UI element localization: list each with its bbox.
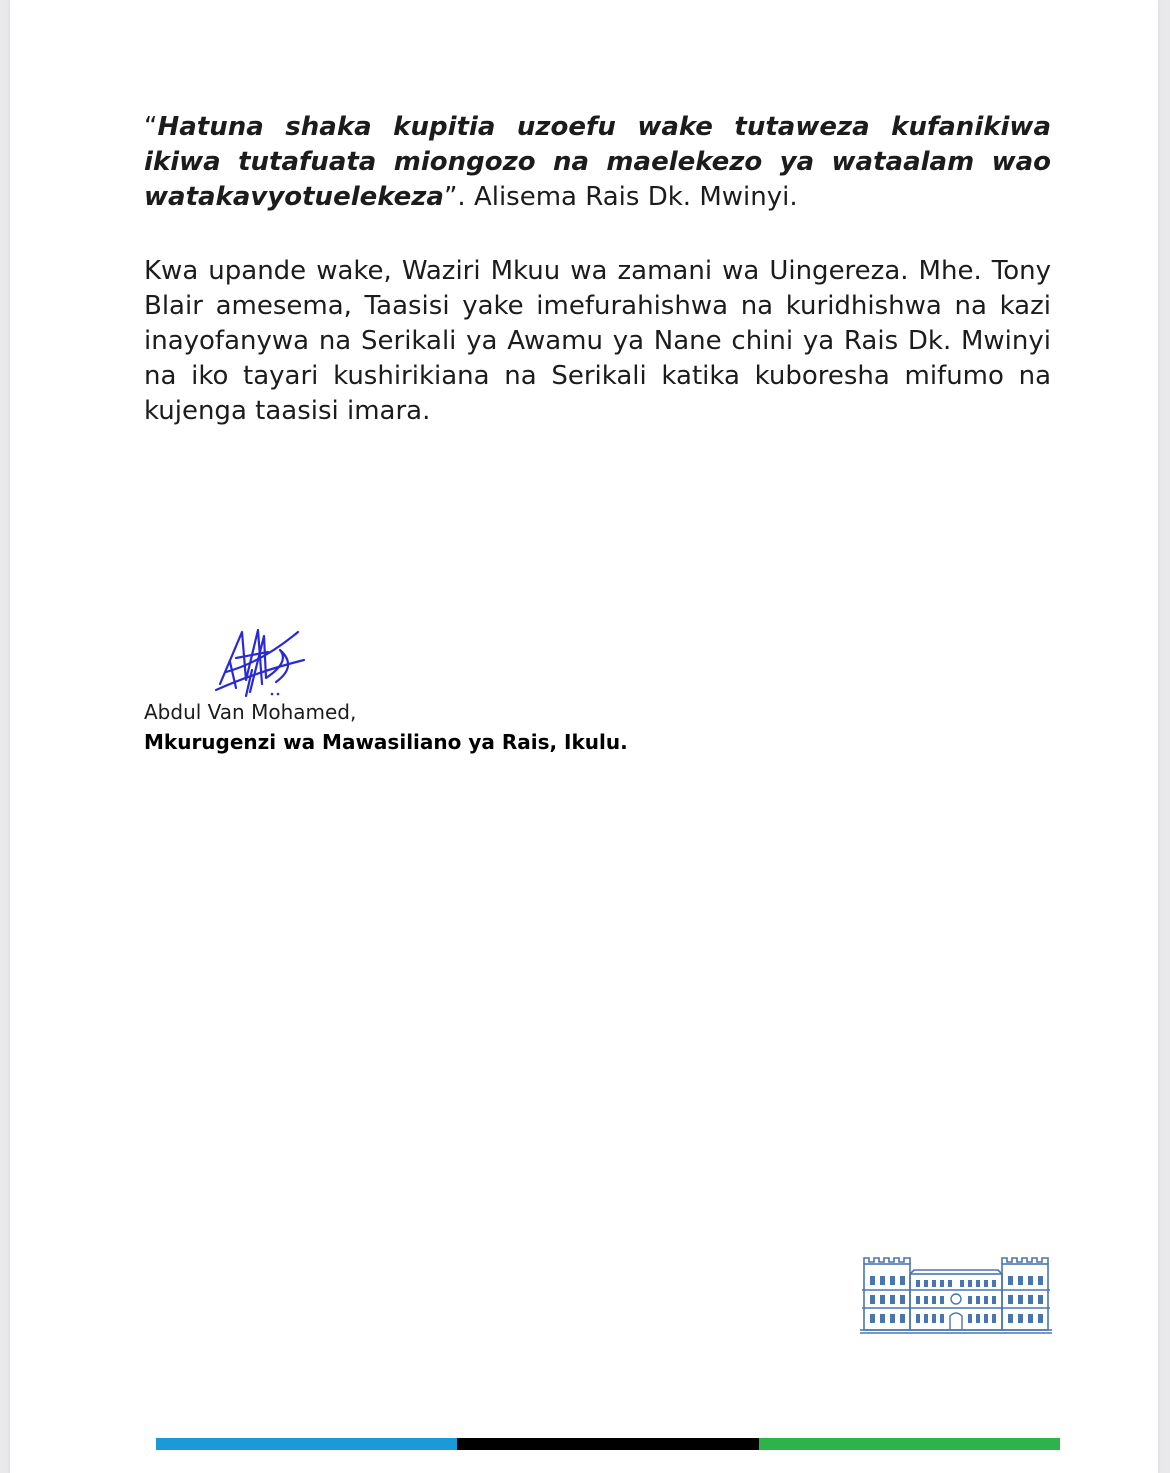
close-quote: ” [443, 182, 458, 212]
blair-paragraph: Kwa upande wake, Waziri Mkuu wa zamani wa Uingereza. Mhe. Tony Blair amesema, Taasisi yake imefurahishwa na kuridhishwa na kazi inayofanywa na Serikali ya Awamu ya Nane chini ya Rais Dk. Mwinyi na iko tayari kushirikiana na Serikali katika kuboresha mifumo na kujenga taasisi imara. [144, 256, 1051, 426]
document-page [10, 0, 1158, 1473]
open-quote: “ [144, 112, 158, 142]
signatory-name: Abdul Van Mohamed, [144, 700, 357, 724]
signatory-title: Mkurugenzi wa Mawasiliano ya Rais, Ikulu. [144, 730, 628, 754]
footer-bar-black-segment [457, 1438, 758, 1450]
footer-bar-green-segment [759, 1438, 1060, 1450]
quote-attribution: . Alisema Rais Dk. Mwinyi. [457, 182, 798, 212]
state-house-building-icon [860, 1250, 1052, 1334]
footer-color-bar [156, 1438, 1060, 1450]
quote-paragraph [144, 110, 1051, 215]
footer-bar-blue-segment [156, 1438, 457, 1450]
quote-text: Hatuna shaka kupitia uzoefu wake tutaweza kufanikiwa ikiwa tutafuata miongozo na maelekezo ya wataalam wao watakavyotuelekeza [144, 112, 1051, 212]
signature-icon [206, 622, 306, 700]
